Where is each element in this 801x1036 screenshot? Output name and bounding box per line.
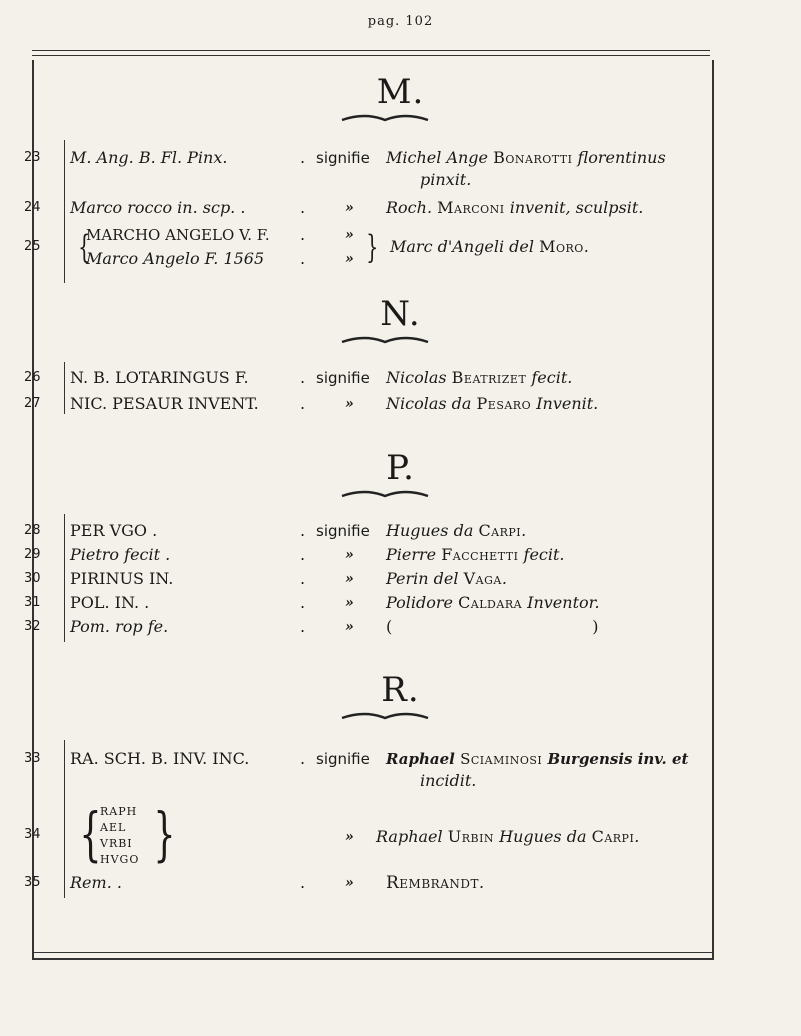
bottom-rule xyxy=(32,952,714,953)
monogram: POL. IN. . xyxy=(70,593,150,612)
ditto-mark: » xyxy=(345,251,354,267)
verb: signifie xyxy=(316,149,370,167)
meaning: Nicolas Beatrizet fecit. xyxy=(386,368,573,387)
ditto-mark: » xyxy=(345,571,354,587)
meaning: Marc d'Angeli del Moro. xyxy=(390,237,589,256)
entry-number: 27 xyxy=(24,396,41,411)
verb: signifie xyxy=(316,522,370,540)
entry-number: 32 xyxy=(24,619,41,634)
ornament-n xyxy=(340,336,430,346)
section-heading-p: P. xyxy=(386,448,415,488)
entry-number: 33 xyxy=(24,751,41,766)
monogram-alt: Marco Angelo F. 1565 xyxy=(86,249,265,268)
meaning: Perin del Vaga. xyxy=(386,569,507,588)
entry-31 xyxy=(0,590,801,616)
entry-number: 25 xyxy=(24,239,41,254)
entry-number: 23 xyxy=(24,150,41,165)
dot-leader: . xyxy=(300,873,318,892)
monogram: M. Ang. B. Fl. Pinx. xyxy=(70,148,228,167)
monogram-line: RAPH xyxy=(100,805,138,818)
monogram: Pietro fecit . xyxy=(70,545,171,564)
meaning: Polidore Caldara Inventor. xyxy=(386,593,600,612)
monogram-line: HVGO xyxy=(100,853,140,866)
top-rule-2 xyxy=(32,55,710,56)
ditto-mark: » xyxy=(345,227,354,243)
meaning: Pierre Facchetti fecit. xyxy=(386,545,565,564)
ditto-mark: » xyxy=(345,547,354,563)
entry-27 xyxy=(0,391,801,417)
dot-leader: . xyxy=(300,198,318,217)
dot-leader: . xyxy=(300,545,318,564)
verb: signifie xyxy=(316,369,370,387)
dot-leader: . xyxy=(300,569,318,588)
entry-33-continuation xyxy=(0,768,801,794)
monogram: PIRINUS IN. xyxy=(70,569,174,588)
section-heading-r: R. xyxy=(381,670,420,710)
left-brace: { xyxy=(79,800,102,868)
monogram: Marco rocco in. scp. . xyxy=(70,198,246,217)
entry-24 xyxy=(0,195,801,221)
top-rule xyxy=(32,50,710,51)
dot-leader: . xyxy=(300,749,318,768)
dot-leader: . xyxy=(300,225,318,244)
meaning: Hugues da Carpi. xyxy=(386,521,527,540)
verb: signifie xyxy=(316,750,370,768)
entry-number: 24 xyxy=(24,200,41,215)
monogram-stack xyxy=(100,804,139,868)
section-heading-n: N. xyxy=(380,294,421,334)
monogram: Rem. . xyxy=(70,873,122,892)
entry-number: 26 xyxy=(24,370,41,385)
dot-leader: . xyxy=(300,148,318,167)
dot-leader: . xyxy=(300,521,318,540)
entry-number: 28 xyxy=(24,523,41,538)
dot-leader: . xyxy=(300,394,318,413)
entry-number: 34 xyxy=(24,827,41,842)
meaning: Nicolas da Pesaro Invenit. xyxy=(386,394,599,413)
right-brace: } xyxy=(153,800,176,868)
meaning: Raphael Urbin Hugues da Carpi. xyxy=(376,827,640,846)
entry-30 xyxy=(0,566,801,592)
entry-number: 35 xyxy=(24,875,41,890)
monogram-line: VRBI xyxy=(100,837,133,850)
entry-29 xyxy=(0,542,801,568)
entry-26 xyxy=(0,365,801,391)
left-brace: { xyxy=(78,228,91,266)
meaning-continuation: pinxit. xyxy=(420,170,472,189)
ditto-mark: » xyxy=(345,829,354,845)
dot-leader: . xyxy=(300,368,318,387)
entry-25 xyxy=(0,228,801,266)
monogram: N. B. LOTARINGUS F. xyxy=(70,368,249,387)
monogram: PER VGO . xyxy=(70,521,158,540)
dot-leader: . xyxy=(300,617,318,636)
entry-number: 30 xyxy=(24,571,41,586)
meaning: Raphael Sciaminosi Burgensis inv. et xyxy=(386,750,689,768)
meaning: Michel Ange Bonarotti florentinus xyxy=(386,148,666,167)
entry-35 xyxy=(0,870,801,896)
entry-number: 29 xyxy=(24,547,41,562)
ornament-p xyxy=(340,490,430,500)
meaning: Rembrandt. xyxy=(386,873,485,893)
ditto-mark: » xyxy=(345,595,354,611)
ornament-m xyxy=(340,114,430,124)
entry-number: 31 xyxy=(24,595,41,610)
page-number: pag. 102 xyxy=(367,14,434,29)
ditto-mark: » xyxy=(345,619,354,635)
entry-32 xyxy=(0,614,801,640)
entry-23-continuation xyxy=(0,167,801,193)
entry-34 xyxy=(0,800,801,868)
monogram: NIC. PESAUR INVENT. xyxy=(70,394,259,413)
dot-leader: . xyxy=(300,249,318,268)
monogram: RA. SCH. B. INV. INC. xyxy=(70,749,250,768)
entry-28 xyxy=(0,518,801,544)
ditto-mark: » xyxy=(345,875,354,891)
ornament-r xyxy=(340,712,430,722)
monogram: MARCHO ANGELO V. F. xyxy=(86,226,270,244)
meaning: Roch. Marconi invenit, sculpsit. xyxy=(386,198,644,217)
meaning: ( ) xyxy=(386,617,599,636)
ditto-mark: » xyxy=(345,396,354,412)
ditto-mark: » xyxy=(345,200,354,216)
bottom-rule-2 xyxy=(32,958,714,960)
monogram: Pom. rop fe. xyxy=(70,617,169,636)
section-heading-m: M. xyxy=(376,72,425,112)
dot-leader: . xyxy=(300,593,318,612)
monogram-line: AEL xyxy=(100,821,127,834)
right-brace: } xyxy=(366,228,379,266)
meaning-continuation: incidit. xyxy=(420,771,477,790)
